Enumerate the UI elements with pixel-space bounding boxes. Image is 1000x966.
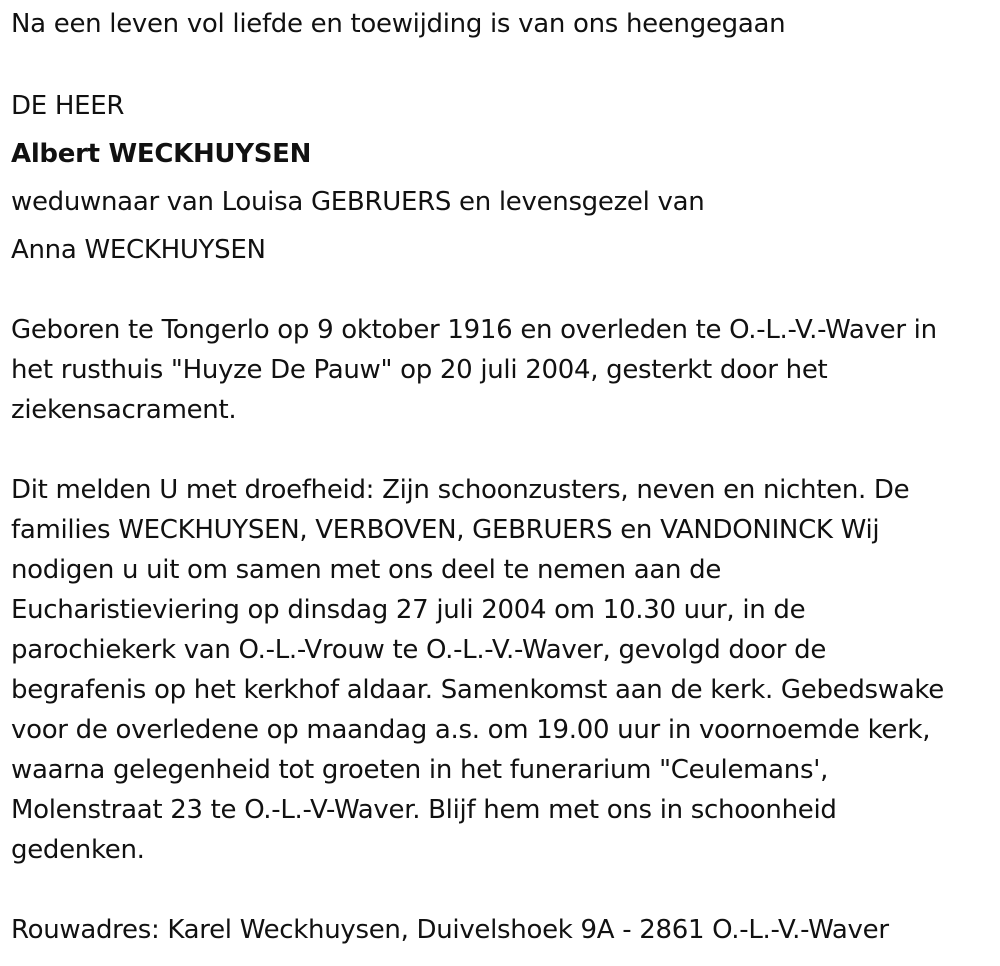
announcement-line: voor de overledene op maandag a.s. om 19.00 uur in voornoemde kerk, [11, 715, 931, 745]
intro-text: Na een leven vol liefde en toewijding is van ons heengegaan [11, 9, 786, 39]
birth-line: ziekensacrament. [11, 395, 237, 425]
mourning-address: Rouwadres: Karel Weckhuysen, Duivelshoek 9A - 2861 O.-L.-V.-Waver [11, 915, 889, 945]
announcement-line: Eucharistieviering op dinsdag 27 juli 2004 om 10.30 uur, in de [11, 595, 806, 625]
birth-line: het rusthuis "Huyze De Pauw" op 20 juli 2004, gesterkt door het [11, 355, 828, 385]
announcement-paragraph [11, 470, 989, 870]
announcement-line: parochiekerk van O.-L.-Vrouw te O.-L.-V.-Waver, gevolgd door de [11, 635, 827, 665]
announcement-line: waarna gelegenheid tot groeten in het funerarium "Ceulemans', [11, 755, 829, 785]
relation-line-1: weduwnaar van Louisa GEBRUERS en levensgezel van [11, 187, 705, 217]
birth-paragraph [11, 310, 989, 430]
announcement-line: Molenstraat 23 te O.-L.-V-Waver. Blijf hem met ons in schoonheid [11, 795, 837, 825]
announcement-line: Dit melden U met droefheid: Zijn schoonzusters, neven en nichten. De [11, 475, 910, 505]
announcement-line: families WECKHUYSEN, VERBOVEN, GEBRUERS en VANDONINCK Wij [11, 515, 880, 545]
announcement-line: begrafenis op het kerkhof aldaar. Samenkomst aan de kerk. Gebedswake [11, 675, 944, 705]
deceased-name: Albert WECKHUYSEN [11, 139, 312, 169]
birth-line: Geboren te Tongerlo op 9 oktober 1916 en overleden te O.-L.-V.-Waver in [11, 315, 937, 345]
announcement-line: nodigen u uit om samen met ons deel te nemen aan de [11, 555, 722, 585]
relation-line-2: Anna WECKHUYSEN [11, 235, 266, 265]
announcement-line: gedenken. [11, 835, 145, 865]
title-text: DE HEER [11, 91, 125, 121]
